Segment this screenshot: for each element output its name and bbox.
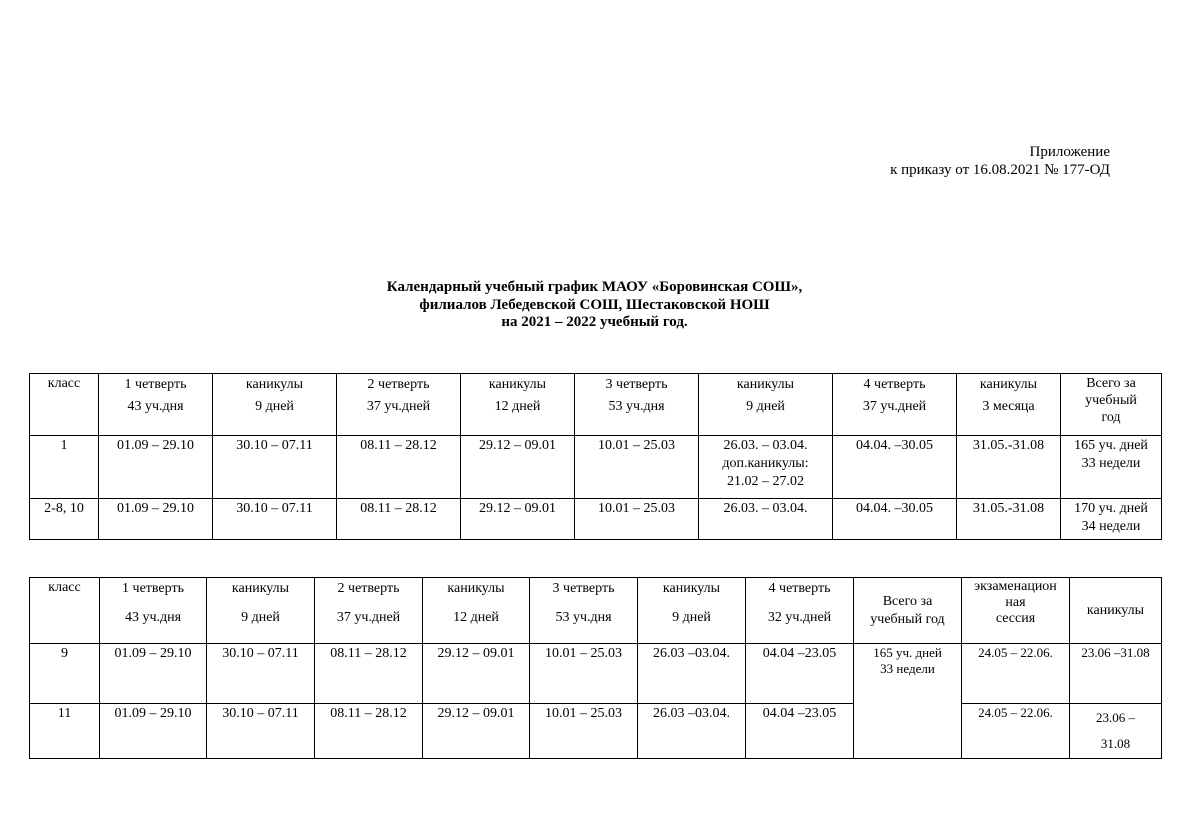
cell-quarter-2: 08.11 – 28.12 <box>337 436 461 499</box>
schedule-table-main <box>29 373 1162 540</box>
cell-holidays-4: 31.05.-31.08 <box>957 499 1061 540</box>
cell-holidays-2: 29.12 – 09.01 <box>423 644 530 704</box>
table-row <box>30 436 1162 499</box>
cell-holidays-1: 30.10 – 07.11 <box>207 644 315 704</box>
cell-holidays-2: 29.12 – 09.01 <box>461 436 575 499</box>
cell-line: 23.06 –31.08 <box>1081 645 1150 660</box>
header-days-quarter-1: 43 уч.дня <box>100 602 207 644</box>
header-session-line: ная <box>1005 595 1026 610</box>
title-line-1: Календарный учебный график МАОУ «Боровинская СОШ», <box>386 279 803 295</box>
cell-line: 26.03. – 03.04. <box>723 438 808 453</box>
cell-line: 31.08 <box>1100 736 1131 751</box>
cell-line: 33 недели <box>1081 456 1141 471</box>
cell-holidays-3: 26.03 –03.04. <box>638 644 746 704</box>
schedule-table-exam-classes <box>29 577 1162 759</box>
cell-quarter-1: 01.09 – 29.10 <box>99 499 213 540</box>
header-quarter-4: 4 четверть <box>833 374 957 396</box>
cell-holidays-1: 30.10 – 07.11 <box>207 704 315 759</box>
header-days-holidays-4: 3 месяца <box>957 396 1061 436</box>
cell-class: 11 <box>30 704 100 759</box>
cell-summer-holidays <box>1070 644 1162 704</box>
header-quarter-1: 1 четверть <box>100 578 207 602</box>
header-quarter-1: 1 четверть <box>99 374 213 396</box>
header-holidays-1: каникулы <box>213 374 337 396</box>
cell-summer-holidays <box>1070 704 1162 759</box>
cell-quarter-3: 10.01 – 25.03 <box>575 436 699 499</box>
title-line-2: филиалов Лебедевской СОШ, Шестаковской НОШ <box>419 296 770 313</box>
header-days-holidays-2: 12 дней <box>461 396 575 436</box>
table-row <box>30 704 1162 759</box>
header-days-quarter-2: 37 уч.дней <box>315 602 423 644</box>
cell-exam-session: 24.05 – 22.06. <box>962 644 1070 704</box>
cell-holidays-4: 31.05.-31.08 <box>957 436 1061 499</box>
cell-line: 170 уч. дней <box>1074 501 1148 516</box>
header-total-line: учебный год <box>870 611 945 627</box>
header-days-quarter-4: 37 уч.дней <box>833 396 957 436</box>
cell-quarter-3: 10.01 – 25.03 <box>530 644 638 704</box>
cell-exam-session: 24.05 – 22.06. <box>962 704 1070 759</box>
cell-line: доп.каникулы: <box>722 456 809 471</box>
header-holidays-2: каникулы <box>423 578 530 602</box>
cell-total <box>1061 436 1162 499</box>
header-days-quarter-3: 53 уч.дня <box>530 602 638 644</box>
header-days-quarter-1: 43 уч.дня <box>99 396 213 436</box>
header-total-line: учебный <box>1085 393 1137 408</box>
cell-quarter-1: 01.09 – 29.10 <box>100 704 207 759</box>
header-holidays-3: каникулы <box>638 578 746 602</box>
document-title <box>0 279 1189 332</box>
cell-quarter-4: 04.04. –30.05 <box>833 436 957 499</box>
header-total <box>1061 374 1162 436</box>
cell-class: 9 <box>30 644 100 704</box>
cell-total <box>1061 499 1162 540</box>
header-holidays-4: каникулы <box>957 374 1061 396</box>
cell-line: 23.06 – <box>1096 710 1135 725</box>
header-session-line: сессия <box>995 611 1036 626</box>
cell-line: 34 недели <box>1081 519 1141 534</box>
header-days-holidays-1: 9 дней <box>207 602 315 644</box>
cell-quarter-4: 04.04 –23.05 <box>746 704 854 759</box>
cell-quarter-3: 10.01 – 25.03 <box>530 704 638 759</box>
cell-quarter-2: 08.11 – 28.12 <box>315 704 423 759</box>
header-days-quarter-2: 37 уч.дней <box>337 396 461 436</box>
title-line-3: на 2021 – 2022 учебный год. <box>501 314 688 330</box>
cell-holidays-3: 26.03 –03.04. <box>638 704 746 759</box>
header-days-quarter-3: 53 уч.дня <box>575 396 699 436</box>
cell-quarter-1: 01.09 – 29.10 <box>100 644 207 704</box>
table-row <box>30 644 1162 704</box>
cell-line: 21.02 – 27.02 <box>727 474 804 489</box>
cell-holidays-1: 30.10 – 07.11 <box>213 436 337 499</box>
header-days-holidays-2: 12 дней <box>423 602 530 644</box>
header-total-line: Всего за <box>882 593 933 609</box>
cell-quarter-4: 04.04. –30.05 <box>833 499 957 540</box>
header-days-holidays-1: 9 дней <box>213 396 337 436</box>
header-days-holidays-3: 9 дней <box>699 396 833 436</box>
cell-total <box>854 644 962 759</box>
cell-holidays-2: 29.12 – 09.01 <box>461 499 575 540</box>
cell-quarter-3: 10.01 – 25.03 <box>575 499 699 540</box>
header-total <box>854 578 962 644</box>
header-holidays-1: каникулы <box>207 578 315 602</box>
appendix-line-1: Приложение <box>1029 144 1110 160</box>
header-total-line: год <box>1101 410 1121 425</box>
header-session-line: экзаменацион <box>974 579 1057 594</box>
header-quarter-3: 3 четверть <box>575 374 699 396</box>
header-days-holidays-3: 9 дней <box>638 602 746 644</box>
header-summer-holidays: каникулы <box>1070 578 1162 644</box>
header-quarter-3: 3 четверть <box>530 578 638 602</box>
cell-line: 33 недели <box>880 661 935 676</box>
cell-quarter-2: 08.11 – 28.12 <box>315 644 423 704</box>
cell-holidays-3 <box>699 436 833 499</box>
header-quarter-2: 2 четверть <box>337 374 461 396</box>
cell-holidays-1: 30.10 – 07.11 <box>213 499 337 540</box>
header-class: класс <box>30 374 99 436</box>
header-quarter-2: 2 четверть <box>315 578 423 602</box>
header-holidays-2: каникулы <box>461 374 575 396</box>
cell-class: 1 <box>30 436 99 499</box>
header-quarter-4: 4 четверть <box>746 578 854 602</box>
header-days-quarter-4: 32 уч.дней <box>746 602 854 644</box>
cell-line: 165 уч. дней <box>1074 438 1148 453</box>
cell-line: 26.03. – 03.04. <box>723 501 808 516</box>
appendix-line-2: к приказу от 16.08.2021 № 177-ОД <box>890 162 1110 178</box>
cell-holidays-3 <box>699 499 833 540</box>
cell-quarter-2: 08.11 – 28.12 <box>337 499 461 540</box>
cell-quarter-1: 01.09 – 29.10 <box>99 436 213 499</box>
appendix-note <box>890 143 1110 179</box>
cell-class: 2-8, 10 <box>30 499 99 540</box>
cell-line: 165 уч. дней <box>873 645 942 660</box>
cell-quarter-4: 04.04 –23.05 <box>746 644 854 704</box>
header-class: класс <box>30 578 100 644</box>
header-total-line: Всего за <box>1086 376 1136 391</box>
table-row <box>30 499 1162 540</box>
header-exam-session <box>962 578 1070 644</box>
cell-holidays-2: 29.12 – 09.01 <box>423 704 530 759</box>
header-holidays-3: каникулы <box>699 374 833 396</box>
